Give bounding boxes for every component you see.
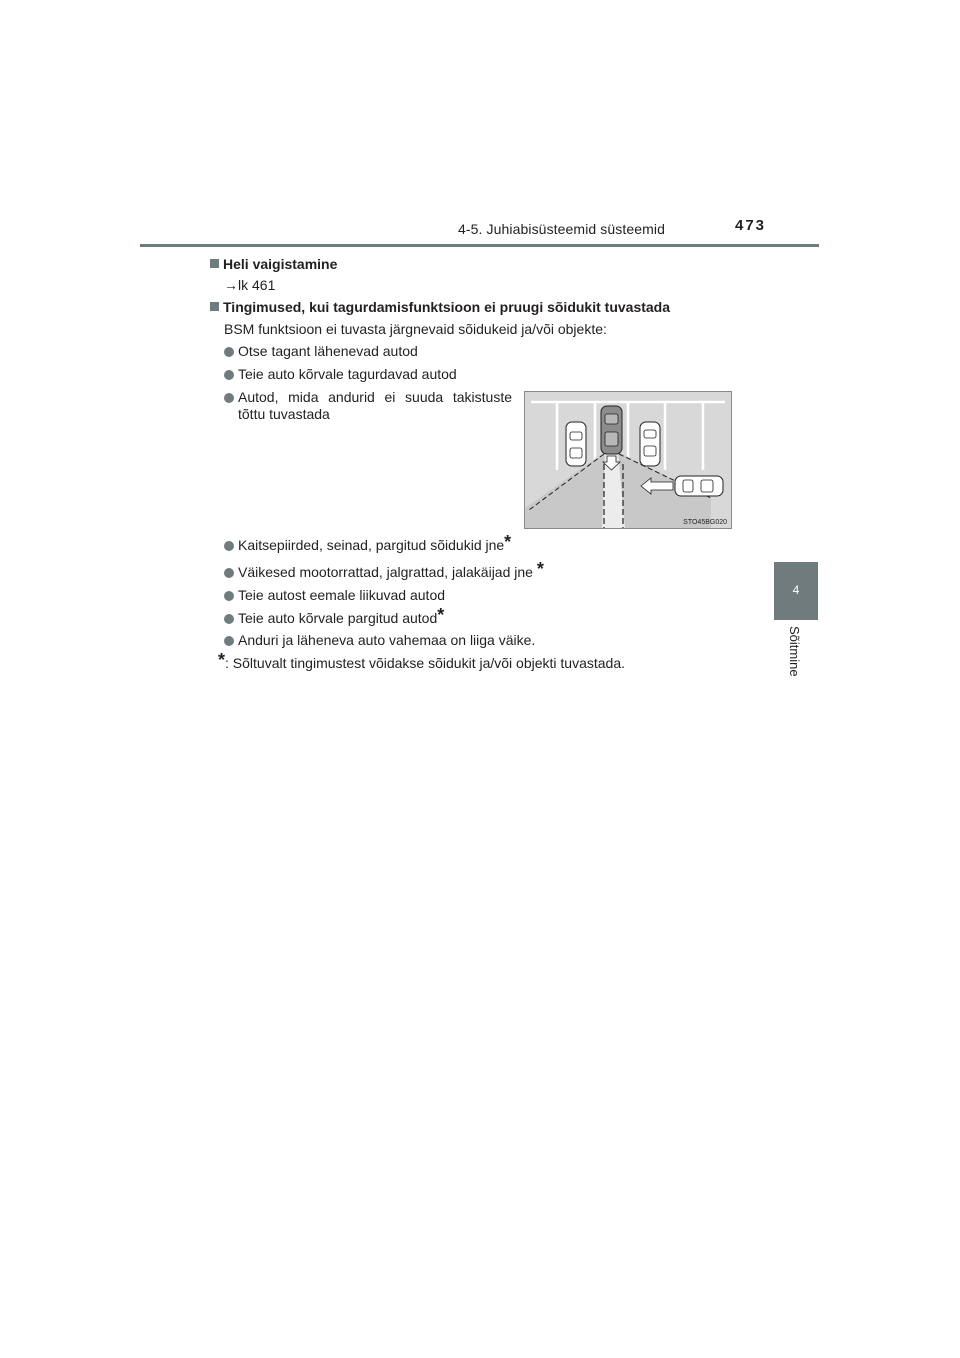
chapter-tab [774,562,818,620]
list-item-text: Väikesed mootorrattad, jalgrattad, jalakäijad jne [238,564,537,580]
square-bullet-icon [210,302,219,311]
page-reference [224,277,275,293]
bullet-dot-icon [224,636,234,646]
own-car [601,406,622,454]
footnote-mark: * [218,650,226,670]
bullet-dot-icon [224,347,234,357]
bullet-dot-icon [224,393,234,403]
bullet-dot-icon [224,591,234,601]
footnote [218,650,625,671]
section-title: 4-5. Juhiabisüsteemid süsteemid [458,221,665,237]
list-item [224,587,445,603]
section-heading-sound-mute [210,256,337,272]
parking-diagram [525,392,731,528]
section-heading-text: Tingimused, kui tagurdamisfunktsioon ei pruugi sõidukit tuvastada [223,299,671,315]
list-item-text: Teie autost eemale liikuvad autod [238,587,446,603]
list-item-text: Teie auto kõrvale tagurdavad autod [238,366,457,382]
list-item [224,366,457,382]
square-bullet-icon [210,259,219,268]
asterisk-mark: * [437,605,445,625]
approaching-car [675,476,723,496]
list-item-text: Autod, mida andurid ei suuda takistuste [238,389,512,405]
parked-car-right [640,422,660,466]
list-item [224,532,512,553]
bullet-dot-icon [224,370,234,380]
arrow-icon: → [224,277,238,293]
parking-diagram-figure [524,391,732,529]
chapter-label: Sõitmine [787,626,802,677]
header-rule [140,244,819,247]
footnote-text: : Sõltuvalt tingimustest võidakse sõidukit ja/või objekti tuvastada. [225,655,625,671]
list-item-text: Kaitsepiirded, seinad, pargitud sõidukid jne [238,537,505,553]
list-item-text: Anduri ja läheneva auto vahemaa on liiga väike. [238,632,536,648]
bullet-dot-icon [224,614,234,624]
page-number: 473 [735,217,767,234]
asterisk-mark: * [504,532,512,552]
page-reference-text: lk 461 [238,277,276,293]
bullet-dot-icon [224,541,234,551]
parked-car-left [566,422,586,466]
bullet-dot-icon [224,568,234,578]
list-item [224,605,445,626]
asterisk-mark: * [536,559,544,579]
chapter-number: 4 [792,583,800,597]
list-item-text: tõttu tuvastada [238,406,330,422]
figure-code: STO45BG020 [683,519,727,526]
section-heading-text: Heli vaigistamine [223,256,338,272]
list-item [224,389,238,405]
list-item-text: Otse tagant lähenevad autod [238,343,418,359]
list-item [224,632,535,648]
list-item [224,559,544,580]
list-item-text: Teie auto kõrvale pargitud autod [238,610,438,626]
list-item [224,343,418,359]
section-intro: BSM funktsioon ei tuvasta järgnevaid sõidukeid ja/või objekte: [224,321,607,337]
section-heading-conditions [210,299,670,315]
